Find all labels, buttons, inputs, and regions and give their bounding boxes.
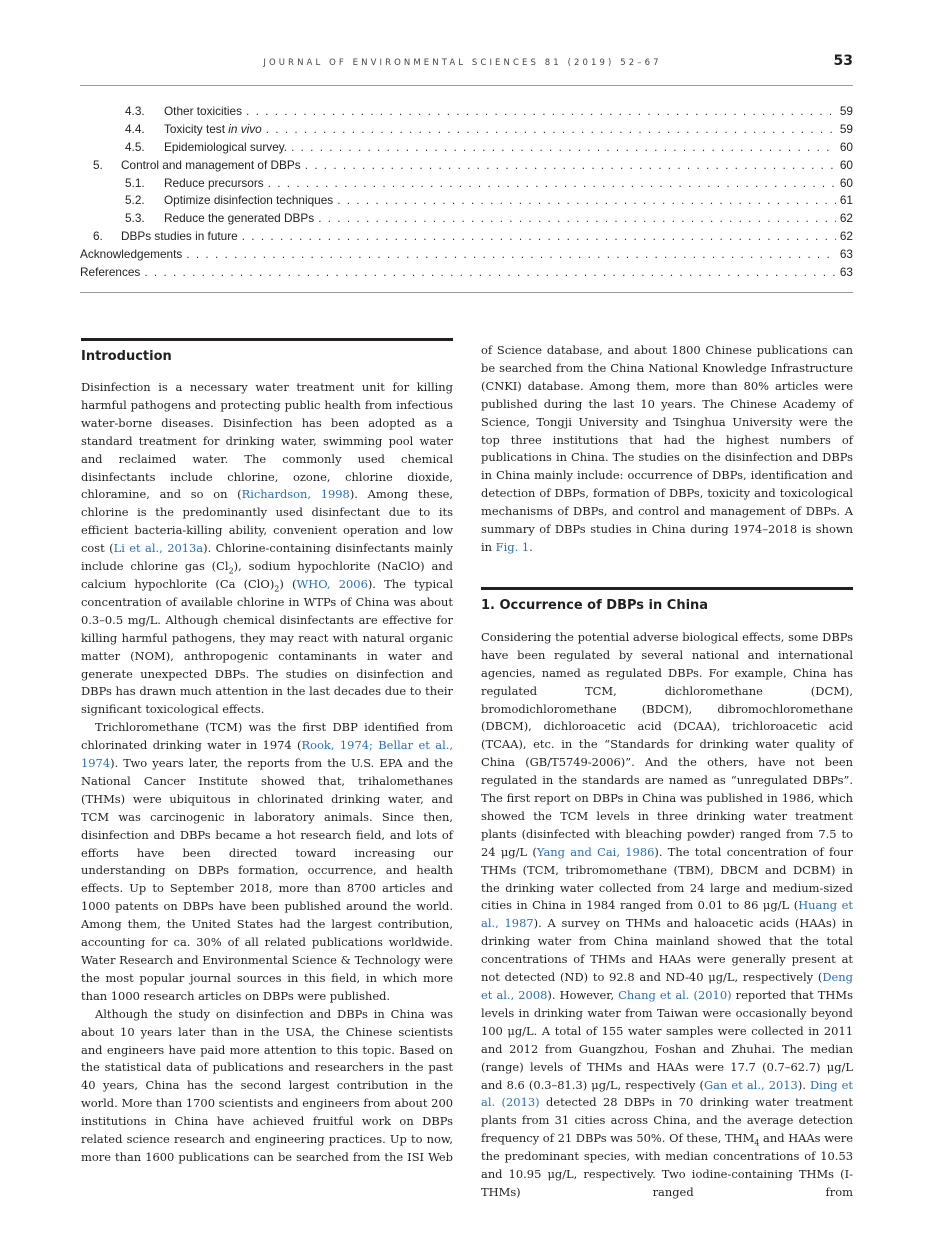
text: ). Two years later, the reports from the U.S. EPA and the National Cancer Institute showed that, trihalomethanes (THMs) were ubiquitous in chlorinated drinking water, and TCM was carcinogenic in laboratory animals. Since then, disinfection and DBPs became a hot research field, and lots of efforts have been directed toward increasing our understanding on DBPs formation, occurrence, and health effects. Up to September 2018, more than 8700 articles and 1000 patents on DBPs have been published around the world. Among them, the United States had the largest contribution, accounting for ca. 30% of all related publications worldwide. Water Research and Environmental Science & Technology were the most popular journal sources in this field, in which more than 1000 research articles on DBPs were published. (81, 756, 453, 1003)
subscript: 2 (274, 584, 280, 594)
table-of-contents (80, 103, 853, 282)
paragraph (81, 719, 453, 1006)
toc-title[interactable] (80, 264, 140, 282)
text: ). (797, 1077, 811, 1092)
toc-title-text: Other toxicities (164, 104, 243, 118)
toc-title[interactable] (121, 228, 238, 246)
divider (80, 85, 853, 86)
toc-page-number: 59 (839, 121, 853, 136)
citation-link[interactable]: Deng et al., 2008 (481, 970, 853, 1002)
toc-number: 5.3. (125, 211, 145, 226)
section-heading-introduction: Introduction (81, 338, 453, 372)
citation-link[interactable]: Yang and Cai, 1986 (536, 844, 655, 859)
paragraph (81, 379, 453, 719)
right-column (481, 342, 853, 1202)
toc-number: 5.1. (125, 175, 145, 190)
paragraph (481, 342, 853, 557)
text: ), sodium hypochlorite (NaClO) and calcium hypochlorite (Ca (ClO) (81, 559, 453, 591)
toc-title[interactable] (164, 210, 314, 228)
toc-page-number: 62 (839, 229, 853, 244)
toc-title-text: DBPs studies in future (121, 229, 238, 244)
running-header: JOURNAL OF ENVIRONMENTAL SCIENCES 81 (2019) 52–67 (263, 58, 662, 68)
toc-leader-dots (291, 139, 836, 157)
citation-link[interactable]: Ding et al. (2013) (481, 1077, 853, 1110)
citation-link[interactable]: Richardson, 1998 (241, 487, 350, 502)
toc-number: 4.3. (125, 104, 145, 118)
toc-number: 4.5. (125, 139, 145, 154)
toc-page-number: 63 (839, 265, 853, 280)
toc-page-number: 63 (839, 247, 853, 262)
toc-title-text: Epidemiological survey. (164, 139, 288, 154)
citation-link[interactable]: WHO, 2006 (296, 576, 368, 591)
text: Considering the potential adverse biological effects, some DBPs have been regulated by several national and international agencies, named as regulated DBPs. For example, China has regulated TCM, dichloromethane (DCM), bromodichloromethane (BDCM), dibromochloromethane (DBCM), dichloroacetic acid (DCAA), trichloroacetic acid (TCAA), etc. in the “Standards for drinking water quality of China (GB/T5749-2006)”. And the others, have not been regulated in the standards are named as “unregulated DBPs”. The first report on DBPs in China was published in 1986, which showed the TCM levels in three drinking water treatment plants (disinfected with bleaching powder) ranged from 7.5 to 24 μg/L ( (481, 629, 853, 859)
toc-page-number: 61 (839, 193, 853, 208)
paragraph (81, 1006, 453, 1167)
toc-page-number: 62 (839, 211, 853, 226)
toc-entry[interactable] (80, 157, 853, 175)
toc-title-text: Acknowledgements (80, 247, 183, 262)
toc-entry[interactable] (80, 264, 853, 282)
subscript: 4 (754, 1138, 760, 1148)
text: ). Among these, chlorine is the predominantly used disinfectant due to its efficient bacteria-killing ability, convenient operation and low cost ( (81, 487, 454, 556)
text: ). Chlorine-containing disinfectants mainly include chlorine gas (Cl (81, 541, 453, 574)
toc-leader-dots (268, 175, 836, 193)
text: ). The total concentration of four THMs (TCM, tribromomethane (TBM), DBCM and DCBM) in the drinking water collected from 24 large and medium-sized cities in China in 1984 ranged from 0.01 to 86 μg/L ( (481, 844, 853, 913)
toc-entry[interactable] (80, 121, 853, 139)
text: Trichloromethane (TCM) was the first DBP identified from chlorinated drinking water in 1974 ( (81, 720, 453, 753)
subscript: 2 (228, 566, 234, 576)
toc-leader-dots (305, 157, 836, 175)
toc-title-text: Toxicity test (164, 121, 229, 136)
text: Disinfection is a necessary water treatment unit for killing harmful pathogens and protecting public health from infectious water-borne diseases. Disinfection has been adopted as a standard treatment for drinking water, swimming pool water and reclaimed water. The commonly used chemical disinfectants include chlorine, ozone, chlorine dioxide, chloramine, and so on ( (81, 380, 453, 502)
toc-leader-dots (242, 228, 836, 246)
toc-page-number: 60 (839, 175, 853, 190)
toc-number: 5.2. (125, 193, 145, 208)
toc-entry[interactable] (80, 139, 853, 157)
toc-entry[interactable] (80, 175, 853, 193)
toc-title-text: Control and management of DBPs (121, 157, 301, 172)
toc-title-text: Reduce precursors (164, 175, 264, 190)
citation-link[interactable]: Huang et al., 1987 (481, 898, 853, 931)
toc-title[interactable] (164, 103, 242, 121)
toc-title[interactable] (164, 175, 264, 193)
text: ) ( (279, 576, 297, 591)
citation-link[interactable]: Fig. 1 (495, 539, 530, 554)
toc-title-text: References (80, 265, 141, 280)
toc-title[interactable] (164, 121, 262, 139)
toc-entry[interactable] (80, 228, 853, 246)
section-heading-occurrence: 1. Occurrence of DBPs in China (481, 587, 853, 621)
toc-entry[interactable] (80, 192, 853, 210)
citation-link[interactable]: Chang et al. (2010) (618, 988, 732, 1002)
toc-leader-dots (318, 210, 836, 228)
toc-page-number: 60 (839, 157, 853, 172)
citation-link[interactable]: Li et al., 2013a (113, 541, 204, 556)
left-column (81, 338, 453, 1167)
text: of Science database, and about 1800 Chinese publications can be searched from the China National Knowledge Infrastructure (CNKI) database. Among them, more than 80% articles were published during the last 10 years. The Chinese Academy of Science, Tongji University and Tsinghua University were the top three institutions that had the highest numbers of publications in China. The studies on the disinfection and DBPs in China mainly include: occurrence of DBPs, identification and detection of DBPs, formation of DBPs, toxicity and toxicological mechanisms of DBPs, and control and management of DBPs. A summary of DBPs studies in China during 1974–2018 is shown in (481, 343, 853, 554)
page-number: 53 (833, 53, 853, 69)
toc-title[interactable] (80, 246, 182, 264)
toc-entry[interactable] (80, 210, 853, 228)
toc-title[interactable] (121, 157, 301, 175)
toc-title-text: Optimize disinfection techniques (164, 193, 334, 208)
toc-page-number: 59 (839, 104, 853, 118)
toc-number: 5. (93, 157, 103, 172)
toc-number: 4.4. (125, 121, 145, 136)
toc-entry[interactable] (80, 246, 853, 264)
toc-page-number: 60 (839, 139, 853, 154)
toc-number: 6. (93, 229, 103, 244)
toc-title[interactable] (164, 139, 287, 157)
toc-leader-dots (337, 192, 836, 210)
citation-link[interactable]: Rook, 1974; Bellar et al., 1974 (81, 738, 453, 771)
divider (80, 292, 853, 293)
toc-title[interactable] (164, 192, 333, 210)
text: and HAAs were the predominant species, with median concentrations of 10.53 and 10.95 μg/L, respectively. Two iodine-containing THMs (I-THMs) ranged from (481, 1131, 853, 1199)
text: . (529, 539, 533, 554)
toc-leader-dots (246, 103, 836, 121)
toc-leader-dots (186, 246, 836, 264)
paragraph (481, 629, 853, 1202)
toc-title-italic: in vivo (228, 121, 262, 136)
toc-title-text: Reduce the generated DBPs (164, 211, 315, 226)
text: Although the study on disinfection and DBPs in China was about 10 years later than in the USA, the Chinese scientists and engineers have paid more attention to this topic. Based on the statistical data of publications and researchers in the past 40 years, China has the second largest contribution in the world. More than 1700 scientists and engineers from about 200 institutions in China have achieved fruitful work on DBPs related science research and engineering practices. Up to now, more than 1600 publications can be searched from the ISI Web (81, 1006, 453, 1164)
toc-leader-dots (144, 264, 836, 282)
text: ). A survey on THMs and haloacetic acids (HAAs) in drinking water from China mainland showed that the total concentrations of THMs and HAAs were generally present at not detected (ND) to 92.8 and ND-40 μg/L, respectively ( (481, 916, 853, 985)
text: ). However, (547, 988, 619, 1002)
toc-leader-dots (266, 121, 836, 139)
citation-link[interactable]: Gan et al., 2013 (703, 1077, 798, 1092)
toc-entry[interactable] (80, 103, 853, 121)
text: reported that THMs levels in drinking water from Taiwan were occasionally beyond 100 μg/L. A total of 155 water samples were collected in 2011 and 2012 from Guangzhou, Foshan and Zhuhai. The median (range) levels of THMs and HAAs were 17.7 (0.7–62.7) μg/L and 8.6 (0.3–81.3) μg/L, respectively ( (481, 988, 853, 1092)
text: ). The typical concentration of available chlorine in WTPs of China was about 0.3–0.5 mg/L. Although chemical disinfectants are effective for killing harmful pathogens, they may react with natural organic matter (NOM), anthropogenic contaminants in water and generate unexpected DBPs. The studies on disinfection and DBPs has drawn much attention in the last decades due to their significant toxicological effects. (81, 576, 453, 717)
text: detected 28 DBPs in 70 drinking water treatment plants from 31 cities across China, and the average detection frequency of 21 DBPs was 50%. Of these, THM (481, 1095, 854, 1146)
